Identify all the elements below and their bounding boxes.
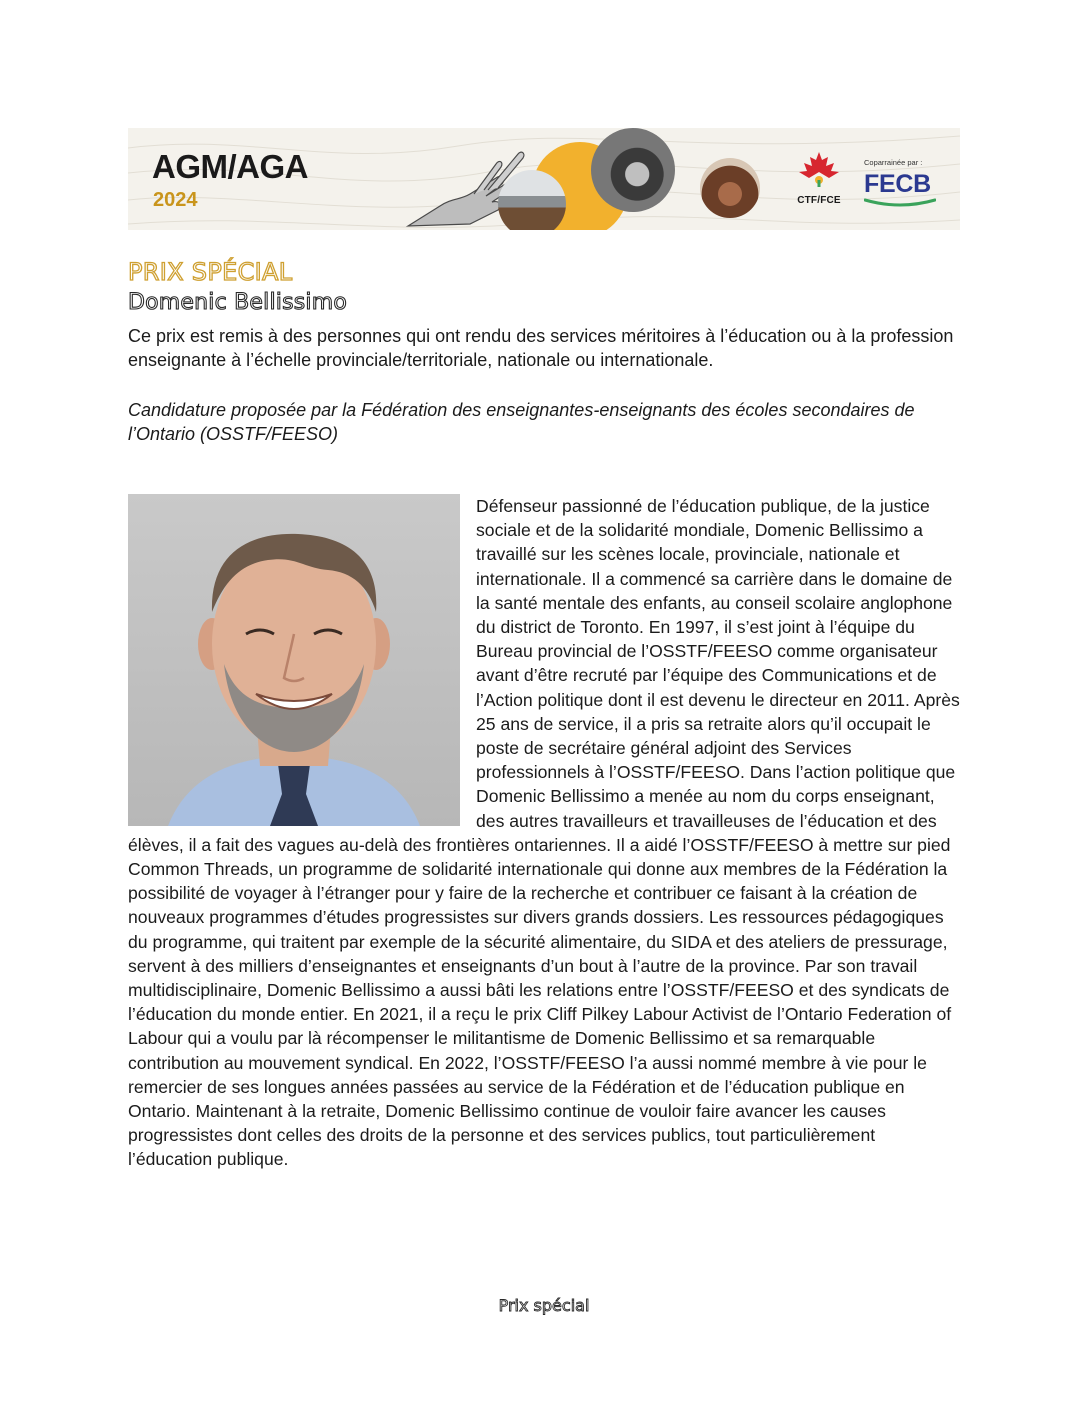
footer-label: Prix spécial (498, 1296, 590, 1315)
biography (128, 494, 964, 1172)
cobrand-label: Coparrainée par : (864, 158, 923, 167)
award-description: Ce prix est remis à des personnes qui ont rendu des services méritoires à l’éducation ou à la profession enseignante à l’échelle provinciale/territoriale, nationale ou internationale. (128, 326, 954, 370)
nomination-credit: Candidature proposée par la Fédération des enseignantes-enseignants des écoles secondaires de l’Ontario (OSSTF/FEESO) (128, 400, 915, 444)
rally-photo (591, 128, 675, 212)
fecb-logo-text: FECB (864, 170, 931, 198)
banner-year: 2024 (153, 189, 198, 211)
hands-photo (700, 158, 760, 218)
header-banner (128, 128, 960, 230)
recipient-portrait (128, 494, 460, 826)
portrait-illustration (128, 494, 460, 826)
award-title: PRIX SPÉCIAL (128, 258, 293, 286)
classroom-photo (498, 170, 566, 230)
fecb-underline-icon (864, 198, 936, 208)
recipient-name: Domenic Bellissimo (128, 290, 348, 315)
maple-leaf-icon (797, 150, 841, 188)
biography-text: Défenseur passionné de l’éducation publique, de la justice sociale et de la solidarité mondiale, Domenic Bellissimo a travaillé sur les scènes locale, provinciale, nationale et internationale. Il a commencé sa carrière dans le domaine de la santé mentale des enfants, au conseil scolaire anglophone du district de Toronto. En 1997, il s’est joint à l’équipe du Bureau provincial de l’OSSTF/FEESO comme organisateur avant d’être recruté par l’équipe des Communications et de l’Action politique dont il est devenu le directeur en 2011. Après 25 ans de service, il a pris sa retraite alors qu’il occupait le poste de secrétaire général adjoint des Services professionnels à l’OSSTF/FEESO. Dans l’action politique que Domenic Bellissimo a menée au nom du corps enseignant, des autres travailleurs et travailleuses de l’éducation et des élèves, il a fait des vagues au-delà des frontières ontariennes. Il a aidé l’OSSTF/FEESO à mettre sur pied Common Threads, un programme de solidarité internationale qui donne aux membres de la Fédération la possibilité de voyager à l’étranger pour y faire de la recherche et contribuer ce faisant à la création de nouveaux programmes d’études progressistes sur divers grands dossiers. Les ressources pédagogiques du programme, qui traitent par exemple de la sécurité alimentaire, du SIDA et des ateliers de pressurage, servent à des milliers d’enseignantes et enseignants d’un bout à l’autre de la province. Par son travail multidisciplinaire, Domenic Bellissimo a aussi bâti les relations entre l’OSSTF/FEESO et des syndicats de l’éducation du monde entier. En 2021, il a reçu le prix Cliff Pilkey Labour Activist de l’Ontario Federation of Labour qui a voulu par là récompenser le militantisme de Domenic Bellissimo et sa remarquable contribution au mouvement syndical. En 2022, l’OSSTF/FEESO l’a aussi nommé membre à vie pour le remercier de ses longues années passées au service de la Fédération et de l’éducation publique en Ontario. Maintenant à la retraite, Domenic Bellissimo continue de vouloir faire avancer les causes progressistes dont celles des droits de la personne et des services publics, tout particulièrement l’éducation publique. (128, 496, 960, 1170)
banner-title: AGM/AGA (152, 148, 308, 185)
ctf-fce-logo (784, 150, 854, 206)
ctf-fce-text: CTF/FCE (797, 195, 841, 206)
